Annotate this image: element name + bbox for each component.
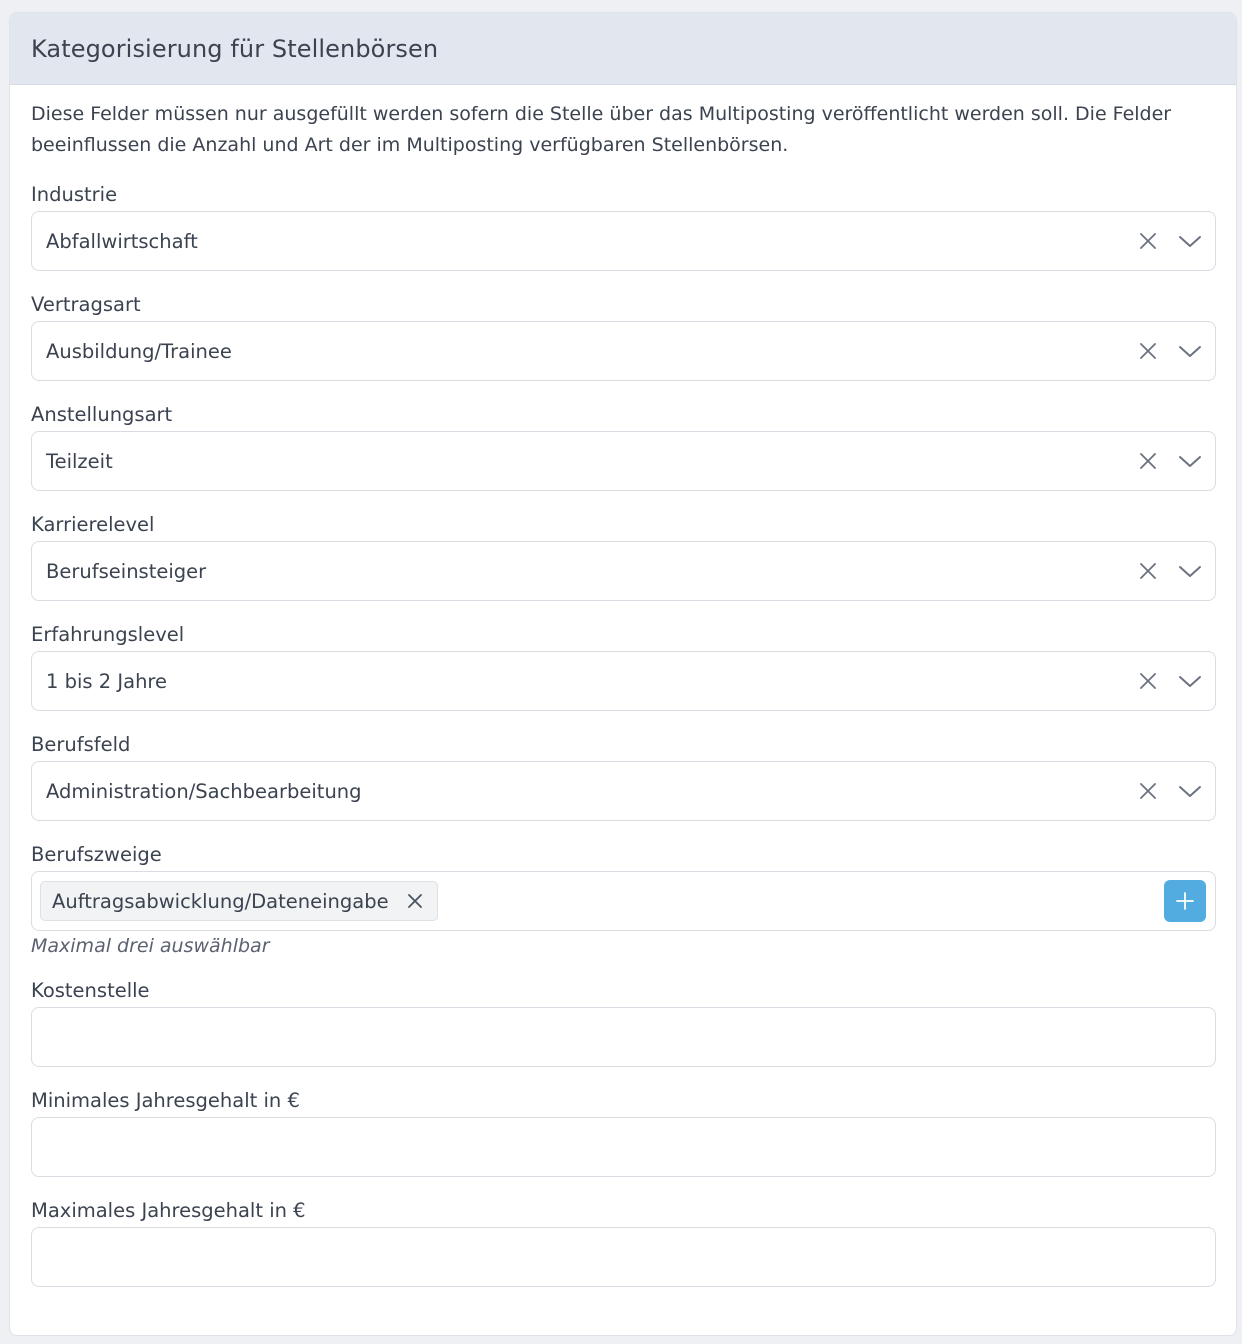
kostenstelle-input[interactable] xyxy=(31,1007,1216,1067)
max-gehalt-input[interactable] xyxy=(31,1227,1216,1287)
intro-text: Diese Felder müssen nur ausgefüllt werden sofern die Stelle über das Multiposting veröffentlicht werden soll. Die Felder beeinflussen die Anzahl und Art der im Multiposting verfügbaren Stellenbörsen. xyxy=(31,103,1172,156)
field-erfahrungslevel xyxy=(31,618,1216,711)
berufszweige-multiselect[interactable] xyxy=(31,871,1216,931)
erfahrungslevel-value: 1 bis 2 Jahre xyxy=(46,669,168,693)
kostenstelle-label: Kostenstelle xyxy=(31,979,150,1002)
industrie-value: Abfallwirtschaft xyxy=(46,229,198,253)
vertragsart-value: Ausbildung/Trainee xyxy=(46,339,232,363)
industrie-select[interactable] xyxy=(31,211,1216,271)
chevron-down-icon[interactable] xyxy=(1177,449,1203,473)
berufsfeld-select[interactable] xyxy=(31,761,1216,821)
field-berufszweige xyxy=(31,838,1216,961)
card-body xyxy=(10,85,1236,1287)
karrierelevel-select[interactable] xyxy=(31,541,1216,601)
close-icon[interactable] xyxy=(1136,669,1160,693)
close-icon[interactable] xyxy=(1136,229,1160,253)
field-anstellungsart xyxy=(31,398,1216,491)
vertragsart-label: Vertragsart xyxy=(31,293,141,316)
karrierelevel-value: Berufseinsteiger xyxy=(46,559,207,583)
field-vertragsart xyxy=(31,288,1216,381)
close-icon[interactable] xyxy=(1136,559,1160,583)
categorization-card xyxy=(9,12,1237,1336)
vertragsart-select[interactable] xyxy=(31,321,1216,381)
berufsfeld-value: Administration/Sachbearbeitung xyxy=(46,779,362,803)
close-icon[interactable] xyxy=(1136,339,1160,363)
min-gehalt-input[interactable] xyxy=(31,1117,1216,1177)
erfahrungslevel-label: Erfahrungslevel xyxy=(31,623,185,646)
berufsfeld-label: Berufsfeld xyxy=(31,733,131,756)
field-kostenstelle xyxy=(31,974,1216,1067)
chevron-down-icon[interactable] xyxy=(1177,339,1203,363)
chevron-down-icon[interactable] xyxy=(1177,229,1203,253)
anstellungsart-label: Anstellungsart xyxy=(31,403,173,426)
berufszweig-tag xyxy=(40,881,438,921)
chevron-down-icon[interactable] xyxy=(1177,669,1203,693)
chevron-down-icon[interactable] xyxy=(1177,559,1203,583)
berufszweig-tag-label: Auftragsabwicklung/Dateneingabe xyxy=(52,889,389,913)
industrie-label: Industrie xyxy=(31,183,118,206)
plus-icon xyxy=(1175,891,1195,911)
close-icon[interactable] xyxy=(1136,449,1160,473)
anstellungsart-value: Teilzeit xyxy=(46,449,113,473)
field-industrie xyxy=(31,178,1216,271)
field-karrierelevel xyxy=(31,508,1216,601)
field-min-gehalt xyxy=(31,1084,1216,1177)
card-title: Kategorisierung für Stellenbörsen xyxy=(31,34,439,63)
add-berufszweig-button[interactable] xyxy=(1164,880,1206,922)
erfahrungslevel-select[interactable] xyxy=(31,651,1216,711)
karrierelevel-label: Karrierelevel xyxy=(31,513,155,536)
max-gehalt-label: Maximales Jahresgehalt in € xyxy=(31,1199,306,1222)
field-max-gehalt xyxy=(31,1194,1216,1287)
anstellungsart-select[interactable] xyxy=(31,431,1216,491)
berufszweige-label: Berufszweige xyxy=(31,843,162,866)
berufszweige-hint: Maximal drei auswählbar xyxy=(31,935,270,957)
field-berufsfeld xyxy=(31,728,1216,821)
chevron-down-icon[interactable] xyxy=(1177,779,1203,803)
close-icon[interactable] xyxy=(1136,779,1160,803)
card-header xyxy=(10,13,1236,85)
close-icon[interactable] xyxy=(405,891,425,911)
min-gehalt-label: Minimales Jahresgehalt in € xyxy=(31,1089,300,1112)
